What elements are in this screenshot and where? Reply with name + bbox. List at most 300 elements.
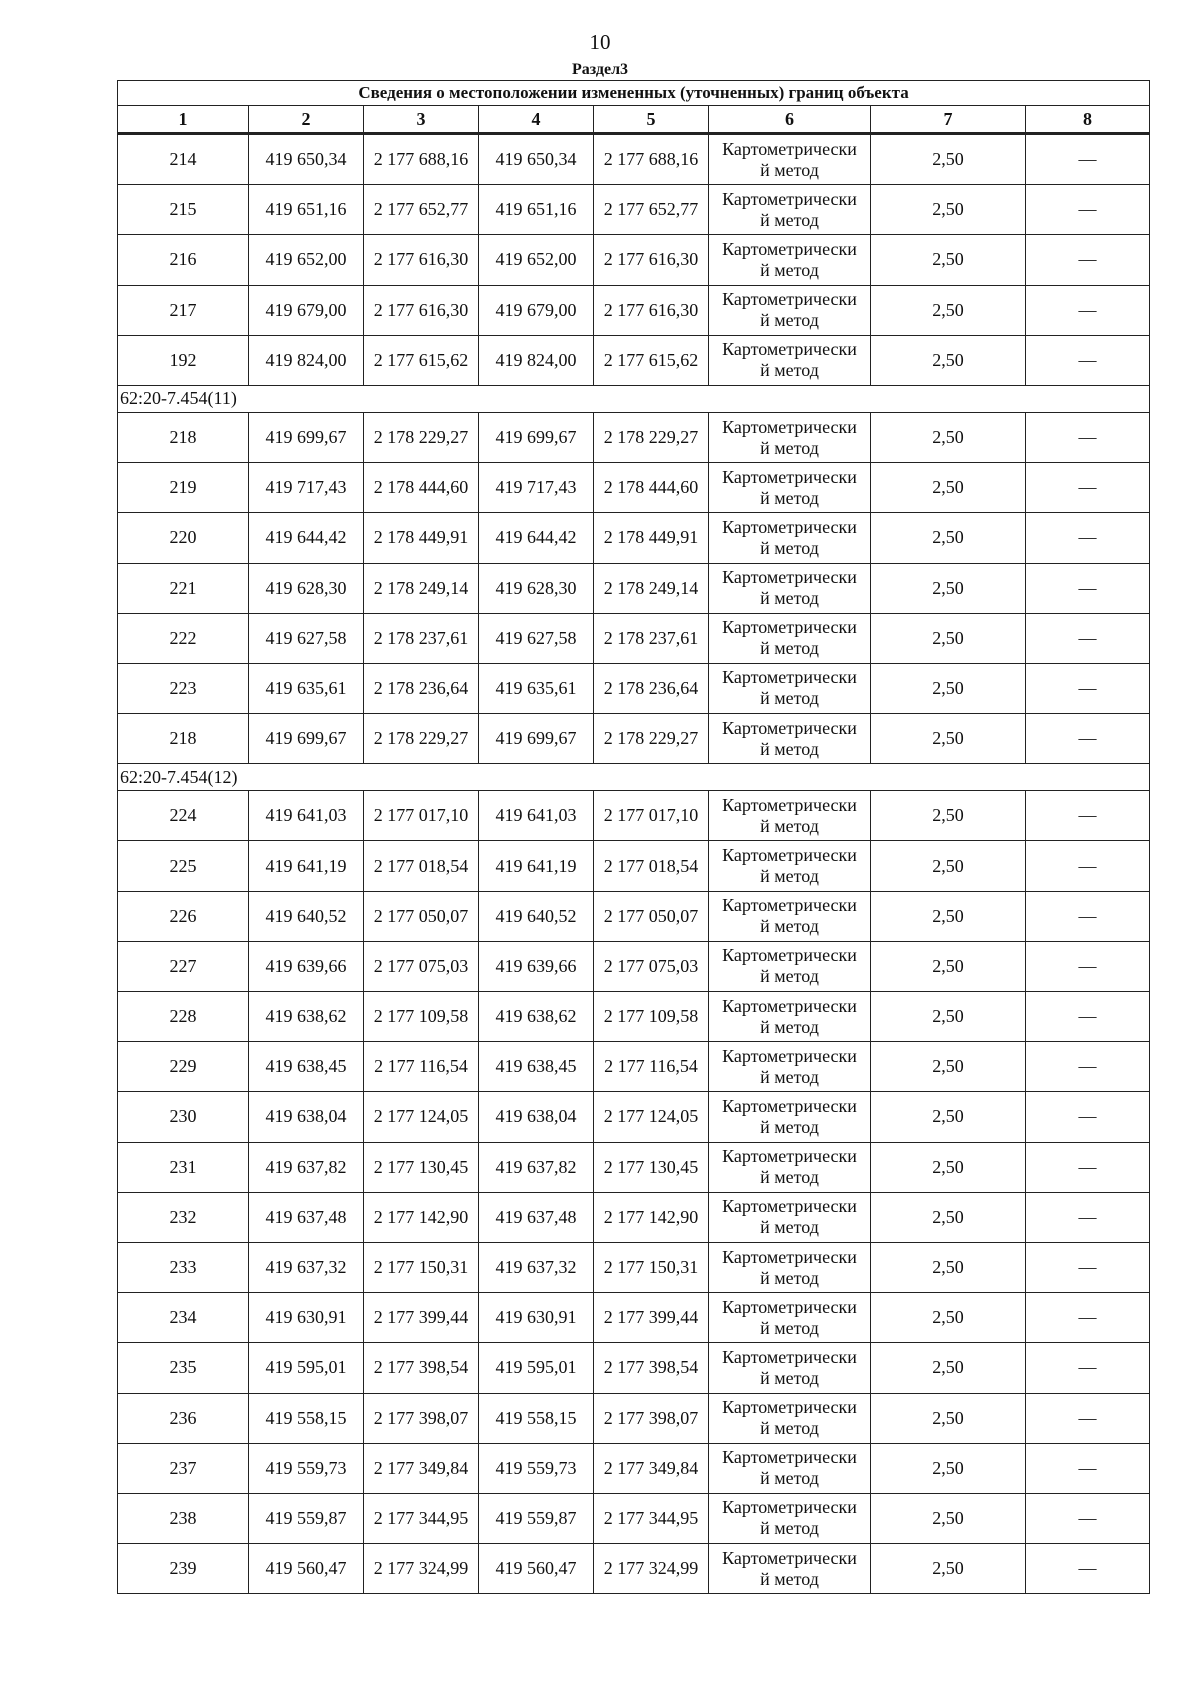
y-new-cell: 2 177 349,84 <box>594 1443 709 1493</box>
description-cell: — <box>1026 563 1150 613</box>
method-line-1: Картометрически <box>722 794 857 815</box>
method-line-1: Картометрически <box>722 138 857 159</box>
point-number-cell: 214 <box>118 134 249 185</box>
y-existing-cell: 2 177 688,16 <box>364 134 479 185</box>
method-cell <box>709 335 871 385</box>
description-cell: — <box>1026 941 1150 991</box>
accuracy-cell: 2,50 <box>871 185 1026 235</box>
method-line-2: й метод <box>760 916 819 937</box>
x-existing-cell: 419 559,73 <box>249 1443 364 1493</box>
method-line-2: й метод <box>760 487 819 508</box>
column-number: 3 <box>364 106 479 134</box>
description-cell: — <box>1026 1393 1150 1443</box>
point-number-cell: 234 <box>118 1293 249 1343</box>
accuracy-cell: 2,50 <box>871 714 1026 764</box>
description-cell: — <box>1026 1443 1150 1493</box>
y-new-cell: 2 177 398,07 <box>594 1393 709 1443</box>
method-cell <box>709 791 871 841</box>
table-row <box>118 841 1150 891</box>
y-existing-cell: 2 177 050,07 <box>364 891 479 941</box>
x-existing-cell: 419 639,66 <box>249 941 364 991</box>
method-line-1: Картометрически <box>722 1296 857 1317</box>
x-new-cell: 419 637,32 <box>479 1242 594 1292</box>
method-line-1: Картометрически <box>722 339 857 360</box>
method-cell <box>709 412 871 462</box>
x-existing-cell: 419 679,00 <box>249 285 364 335</box>
method-line-1: Картометрически <box>722 667 857 688</box>
group-header-row <box>118 385 1150 412</box>
x-new-cell: 419 637,82 <box>479 1142 594 1192</box>
accuracy-cell: 2,50 <box>871 463 1026 513</box>
point-number-cell: 229 <box>118 1042 249 1092</box>
column-number: 2 <box>249 106 364 134</box>
method-cell <box>709 841 871 891</box>
method-cell <box>709 1343 871 1393</box>
method-line-2: й метод <box>760 738 819 759</box>
description-cell: — <box>1026 1142 1150 1192</box>
method-line-2: й метод <box>760 688 819 709</box>
method-cell <box>709 1493 871 1543</box>
table-body <box>118 134 1150 1594</box>
description-cell: — <box>1026 1042 1150 1092</box>
method-line-1: Картометрически <box>722 945 857 966</box>
method-line-2: й метод <box>760 1066 819 1087</box>
description-cell: — <box>1026 513 1150 563</box>
x-new-cell: 419 641,03 <box>479 791 594 841</box>
table-row <box>118 134 1150 185</box>
point-number-cell: 230 <box>118 1092 249 1142</box>
y-new-cell: 2 177 344,95 <box>594 1493 709 1543</box>
method-cell <box>709 941 871 991</box>
y-new-cell: 2 177 324,99 <box>594 1544 709 1594</box>
point-number-cell: 216 <box>118 235 249 285</box>
group-header-row <box>118 764 1150 791</box>
y-existing-cell: 2 177 109,58 <box>364 992 479 1042</box>
table-row <box>118 185 1150 235</box>
x-existing-cell: 419 650,34 <box>249 134 364 185</box>
method-cell <box>709 613 871 663</box>
x-new-cell: 419 628,30 <box>479 563 594 613</box>
y-existing-cell: 2 177 652,77 <box>364 185 479 235</box>
x-new-cell: 419 651,16 <box>479 185 594 235</box>
accuracy-cell: 2,50 <box>871 412 1026 462</box>
description-cell: — <box>1026 285 1150 335</box>
method-line-2: й метод <box>760 537 819 558</box>
accuracy-cell: 2,50 <box>871 841 1026 891</box>
x-new-cell: 419 558,15 <box>479 1393 594 1443</box>
method-cell <box>709 1192 871 1242</box>
point-number-cell: 221 <box>118 563 249 613</box>
table-row <box>118 791 1150 841</box>
x-existing-cell: 419 651,16 <box>249 185 364 235</box>
x-new-cell: 419 595,01 <box>479 1343 594 1393</box>
y-new-cell: 2 177 688,16 <box>594 134 709 185</box>
method-line-2: й метод <box>760 1518 819 1539</box>
y-new-cell: 2 177 075,03 <box>594 941 709 991</box>
x-new-cell: 419 679,00 <box>479 285 594 335</box>
method-cell <box>709 235 871 285</box>
point-number-cell: 192 <box>118 335 249 385</box>
y-existing-cell: 2 178 249,14 <box>364 563 479 613</box>
method-cell <box>709 891 871 941</box>
point-number-cell: 235 <box>118 1343 249 1393</box>
description-cell: — <box>1026 1544 1150 1594</box>
y-new-cell: 2 177 150,31 <box>594 1242 709 1292</box>
column-number: 5 <box>594 106 709 134</box>
description-cell: — <box>1026 714 1150 764</box>
table-row <box>118 1493 1150 1543</box>
table-row <box>118 412 1150 462</box>
method-line-2: й метод <box>760 437 819 458</box>
boundary-coordinates-table <box>117 80 1150 1594</box>
method-line-2: й метод <box>760 966 819 987</box>
point-number-cell: 223 <box>118 663 249 713</box>
method-line-1: Картометрически <box>722 1246 857 1267</box>
method-cell <box>709 1142 871 1192</box>
accuracy-cell: 2,50 <box>871 285 1026 335</box>
y-existing-cell: 2 177 018,54 <box>364 841 479 891</box>
x-existing-cell: 419 640,52 <box>249 891 364 941</box>
table-row <box>118 613 1150 663</box>
point-number-cell: 236 <box>118 1393 249 1443</box>
y-existing-cell: 2 177 142,90 <box>364 1192 479 1242</box>
column-number: 8 <box>1026 106 1150 134</box>
y-existing-cell: 2 177 116,54 <box>364 1042 479 1092</box>
x-existing-cell: 419 595,01 <box>249 1343 364 1393</box>
x-new-cell: 419 559,73 <box>479 1443 594 1493</box>
method-cell <box>709 563 871 613</box>
table-row <box>118 563 1150 613</box>
x-existing-cell: 419 630,91 <box>249 1293 364 1343</box>
x-existing-cell: 419 699,67 <box>249 412 364 462</box>
method-cell <box>709 1242 871 1292</box>
method-line-2: й метод <box>760 1167 819 1188</box>
x-existing-cell: 419 637,82 <box>249 1142 364 1192</box>
table-row <box>118 1192 1150 1242</box>
method-line-1: Картометрически <box>722 1346 857 1367</box>
y-new-cell: 2 177 652,77 <box>594 185 709 235</box>
column-number-row <box>118 106 1150 134</box>
x-new-cell: 419 699,67 <box>479 714 594 764</box>
y-new-cell: 2 177 130,45 <box>594 1142 709 1192</box>
point-number-cell: 237 <box>118 1443 249 1493</box>
method-line-1: Картометрически <box>722 289 857 310</box>
point-number-cell: 228 <box>118 992 249 1042</box>
method-line-2: й метод <box>760 209 819 230</box>
method-line-1: Картометрически <box>722 466 857 487</box>
table-row <box>118 714 1150 764</box>
point-number-cell: 225 <box>118 841 249 891</box>
y-existing-cell: 2 177 399,44 <box>364 1293 479 1343</box>
accuracy-cell: 2,50 <box>871 1393 1026 1443</box>
x-new-cell: 419 650,34 <box>479 134 594 185</box>
accuracy-cell: 2,50 <box>871 235 1026 285</box>
table-row <box>118 1293 1150 1343</box>
accuracy-cell: 2,50 <box>871 1142 1026 1192</box>
y-new-cell: 2 178 236,64 <box>594 663 709 713</box>
x-existing-cell: 419 560,47 <box>249 1544 364 1594</box>
x-existing-cell: 419 637,32 <box>249 1242 364 1292</box>
method-line-1: Картометрически <box>722 567 857 588</box>
point-number-cell: 231 <box>118 1142 249 1192</box>
description-cell: — <box>1026 1192 1150 1242</box>
y-existing-cell: 2 177 124,05 <box>364 1092 479 1142</box>
accuracy-cell: 2,50 <box>871 1092 1026 1142</box>
table-row <box>118 941 1150 991</box>
description-cell: — <box>1026 412 1150 462</box>
point-number-cell: 232 <box>118 1192 249 1242</box>
column-number: 1 <box>118 106 249 134</box>
y-existing-cell: 2 177 150,31 <box>364 1242 479 1292</box>
x-existing-cell: 419 635,61 <box>249 663 364 713</box>
y-existing-cell: 2 178 444,60 <box>364 463 479 513</box>
description-cell: — <box>1026 1293 1150 1343</box>
point-number-cell: 218 <box>118 412 249 462</box>
point-number-cell: 238 <box>118 1493 249 1543</box>
y-new-cell: 2 178 237,61 <box>594 613 709 663</box>
table-row <box>118 513 1150 563</box>
y-new-cell: 2 178 229,27 <box>594 714 709 764</box>
method-line-1: Картометрически <box>722 1497 857 1518</box>
method-line-1: Картометрически <box>722 995 857 1016</box>
table-row <box>118 1343 1150 1393</box>
y-new-cell: 2 177 142,90 <box>594 1192 709 1242</box>
accuracy-cell: 2,50 <box>871 1042 1026 1092</box>
table-row <box>118 1544 1150 1594</box>
method-cell <box>709 1092 871 1142</box>
accuracy-cell: 2,50 <box>871 563 1026 613</box>
x-new-cell: 419 652,00 <box>479 235 594 285</box>
table-row <box>118 992 1150 1042</box>
description-cell: — <box>1026 791 1150 841</box>
method-cell <box>709 992 871 1042</box>
group-label: 62:20-7.454(11) <box>118 385 1150 412</box>
y-new-cell: 2 177 398,54 <box>594 1343 709 1393</box>
accuracy-cell: 2,50 <box>871 1493 1026 1543</box>
method-line-2: й метод <box>760 1568 819 1589</box>
x-existing-cell: 419 638,62 <box>249 992 364 1042</box>
table-row <box>118 1092 1150 1142</box>
y-existing-cell: 2 177 075,03 <box>364 941 479 991</box>
x-new-cell: 419 638,45 <box>479 1042 594 1092</box>
table-title: Сведения о местоположении измененных (уточненных) границ объекта <box>118 81 1150 106</box>
point-number-cell: 233 <box>118 1242 249 1292</box>
point-number-cell: 239 <box>118 1544 249 1594</box>
y-new-cell: 2 177 017,10 <box>594 791 709 841</box>
accuracy-cell: 2,50 <box>871 1443 1026 1493</box>
accuracy-cell: 2,50 <box>871 1544 1026 1594</box>
description-cell: — <box>1026 1343 1150 1393</box>
column-number: 4 <box>479 106 594 134</box>
y-existing-cell: 2 178 449,91 <box>364 513 479 563</box>
method-cell <box>709 1293 871 1343</box>
point-number-cell: 222 <box>118 613 249 663</box>
table-row <box>118 1443 1150 1493</box>
description-cell: — <box>1026 663 1150 713</box>
accuracy-cell: 2,50 <box>871 663 1026 713</box>
y-new-cell: 2 178 444,60 <box>594 463 709 513</box>
y-existing-cell: 2 177 398,07 <box>364 1393 479 1443</box>
method-line-2: й метод <box>760 1317 819 1338</box>
description-cell: — <box>1026 1493 1150 1543</box>
point-number-cell: 217 <box>118 285 249 335</box>
method-line-1: Картометрически <box>722 416 857 437</box>
accuracy-cell: 2,50 <box>871 1343 1026 1393</box>
x-new-cell: 419 638,04 <box>479 1092 594 1142</box>
x-existing-cell: 419 652,00 <box>249 235 364 285</box>
method-cell <box>709 185 871 235</box>
table-row <box>118 1042 1150 1092</box>
accuracy-cell: 2,50 <box>871 1192 1026 1242</box>
method-line-2: й метод <box>760 815 819 836</box>
x-existing-cell: 419 824,00 <box>249 335 364 385</box>
accuracy-cell: 2,50 <box>871 613 1026 663</box>
x-new-cell: 419 641,19 <box>479 841 594 891</box>
description-cell: — <box>1026 235 1150 285</box>
table-row <box>118 335 1150 385</box>
method-line-1: Картометрически <box>722 617 857 638</box>
x-new-cell: 419 699,67 <box>479 412 594 462</box>
method-line-2: й метод <box>760 1367 819 1388</box>
y-new-cell: 2 177 616,30 <box>594 235 709 285</box>
method-line-1: Картометрически <box>722 1045 857 1066</box>
method-line-2: й метод <box>760 360 819 381</box>
method-line-1: Картометрически <box>722 1095 857 1116</box>
x-new-cell: 419 640,52 <box>479 891 594 941</box>
table-row <box>118 663 1150 713</box>
point-number-cell: 227 <box>118 941 249 991</box>
method-cell <box>709 1393 871 1443</box>
method-line-1: Картометрически <box>722 1447 857 1468</box>
y-new-cell: 2 178 449,91 <box>594 513 709 563</box>
x-existing-cell: 419 641,03 <box>249 791 364 841</box>
y-new-cell: 2 177 124,05 <box>594 1092 709 1142</box>
x-existing-cell: 419 638,04 <box>249 1092 364 1142</box>
accuracy-cell: 2,50 <box>871 335 1026 385</box>
description-cell: — <box>1026 463 1150 513</box>
y-existing-cell: 2 177 616,30 <box>364 235 479 285</box>
method-cell <box>709 134 871 185</box>
method-line-1: Картометрически <box>722 1397 857 1418</box>
method-line-1: Картометрически <box>722 717 857 738</box>
column-number: 6 <box>709 106 871 134</box>
method-cell <box>709 513 871 563</box>
table-row <box>118 891 1150 941</box>
y-existing-cell: 2 177 615,62 <box>364 335 479 385</box>
x-new-cell: 419 559,87 <box>479 1493 594 1543</box>
method-cell <box>709 285 871 335</box>
method-line-1: Картометрически <box>722 845 857 866</box>
method-line-1: Картометрически <box>722 516 857 537</box>
y-existing-cell: 2 177 324,99 <box>364 1544 479 1594</box>
method-line-1: Картометрически <box>722 1196 857 1217</box>
accuracy-cell: 2,50 <box>871 941 1026 991</box>
y-new-cell: 2 177 050,07 <box>594 891 709 941</box>
group-label: 62:20-7.454(12) <box>118 764 1150 791</box>
description-cell: — <box>1026 185 1150 235</box>
method-line-2: й метод <box>760 1468 819 1489</box>
point-number-cell: 220 <box>118 513 249 563</box>
y-new-cell: 2 177 109,58 <box>594 992 709 1042</box>
x-new-cell: 419 639,66 <box>479 941 594 991</box>
method-line-2: й метод <box>760 1267 819 1288</box>
column-number: 7 <box>871 106 1026 134</box>
x-existing-cell: 419 558,15 <box>249 1393 364 1443</box>
x-new-cell: 419 644,42 <box>479 513 594 563</box>
x-new-cell: 419 627,58 <box>479 613 594 663</box>
accuracy-cell: 2,50 <box>871 791 1026 841</box>
description-cell: — <box>1026 134 1150 185</box>
method-cell <box>709 463 871 513</box>
description-cell: — <box>1026 335 1150 385</box>
table-row <box>118 285 1150 335</box>
x-new-cell: 419 560,47 <box>479 1544 594 1594</box>
accuracy-cell: 2,50 <box>871 1293 1026 1343</box>
table-row <box>118 235 1150 285</box>
x-new-cell: 419 635,61 <box>479 663 594 713</box>
y-existing-cell: 2 178 236,64 <box>364 663 479 713</box>
x-new-cell: 419 717,43 <box>479 463 594 513</box>
y-new-cell: 2 178 229,27 <box>594 412 709 462</box>
method-cell <box>709 1544 871 1594</box>
y-existing-cell: 2 177 017,10 <box>364 791 479 841</box>
y-new-cell: 2 177 616,30 <box>594 285 709 335</box>
accuracy-cell: 2,50 <box>871 134 1026 185</box>
x-existing-cell: 419 559,87 <box>249 1493 364 1543</box>
accuracy-cell: 2,50 <box>871 891 1026 941</box>
y-existing-cell: 2 177 130,45 <box>364 1142 479 1192</box>
point-number-cell: 226 <box>118 891 249 941</box>
x-existing-cell: 419 641,19 <box>249 841 364 891</box>
method-line-1: Картометрически <box>722 1146 857 1167</box>
point-number-cell: 215 <box>118 185 249 235</box>
accuracy-cell: 2,50 <box>871 1242 1026 1292</box>
description-cell: — <box>1026 1092 1150 1142</box>
method-cell <box>709 714 871 764</box>
x-new-cell: 419 638,62 <box>479 992 594 1042</box>
y-existing-cell: 2 177 616,30 <box>364 285 479 335</box>
x-existing-cell: 419 699,67 <box>249 714 364 764</box>
description-cell: — <box>1026 1242 1150 1292</box>
x-existing-cell: 419 638,45 <box>249 1042 364 1092</box>
table-row <box>118 1142 1150 1192</box>
y-new-cell: 2 177 116,54 <box>594 1042 709 1092</box>
description-cell: — <box>1026 992 1150 1042</box>
accuracy-cell: 2,50 <box>871 513 1026 563</box>
y-existing-cell: 2 178 229,27 <box>364 714 479 764</box>
section-title: Раздел3 <box>571 61 629 78</box>
x-existing-cell: 419 628,30 <box>249 563 364 613</box>
y-new-cell: 2 177 615,62 <box>594 335 709 385</box>
x-new-cell: 419 630,91 <box>479 1293 594 1343</box>
method-line-1: Картометрически <box>722 895 857 916</box>
x-existing-cell: 419 644,42 <box>249 513 364 563</box>
x-new-cell: 419 637,48 <box>479 1192 594 1242</box>
description-cell: — <box>1026 891 1150 941</box>
method-cell <box>709 1042 871 1092</box>
y-existing-cell: 2 178 237,61 <box>364 613 479 663</box>
method-line-2: й метод <box>760 866 819 887</box>
y-existing-cell: 2 177 398,54 <box>364 1343 479 1393</box>
method-line-2: й метод <box>760 1217 819 1238</box>
x-existing-cell: 419 637,48 <box>249 1192 364 1242</box>
description-cell: — <box>1026 841 1150 891</box>
x-existing-cell: 419 627,58 <box>249 613 364 663</box>
method-line-2: й метод <box>760 1116 819 1137</box>
point-number-cell: 218 <box>118 714 249 764</box>
y-existing-cell: 2 178 229,27 <box>364 412 479 462</box>
y-new-cell: 2 178 249,14 <box>594 563 709 613</box>
